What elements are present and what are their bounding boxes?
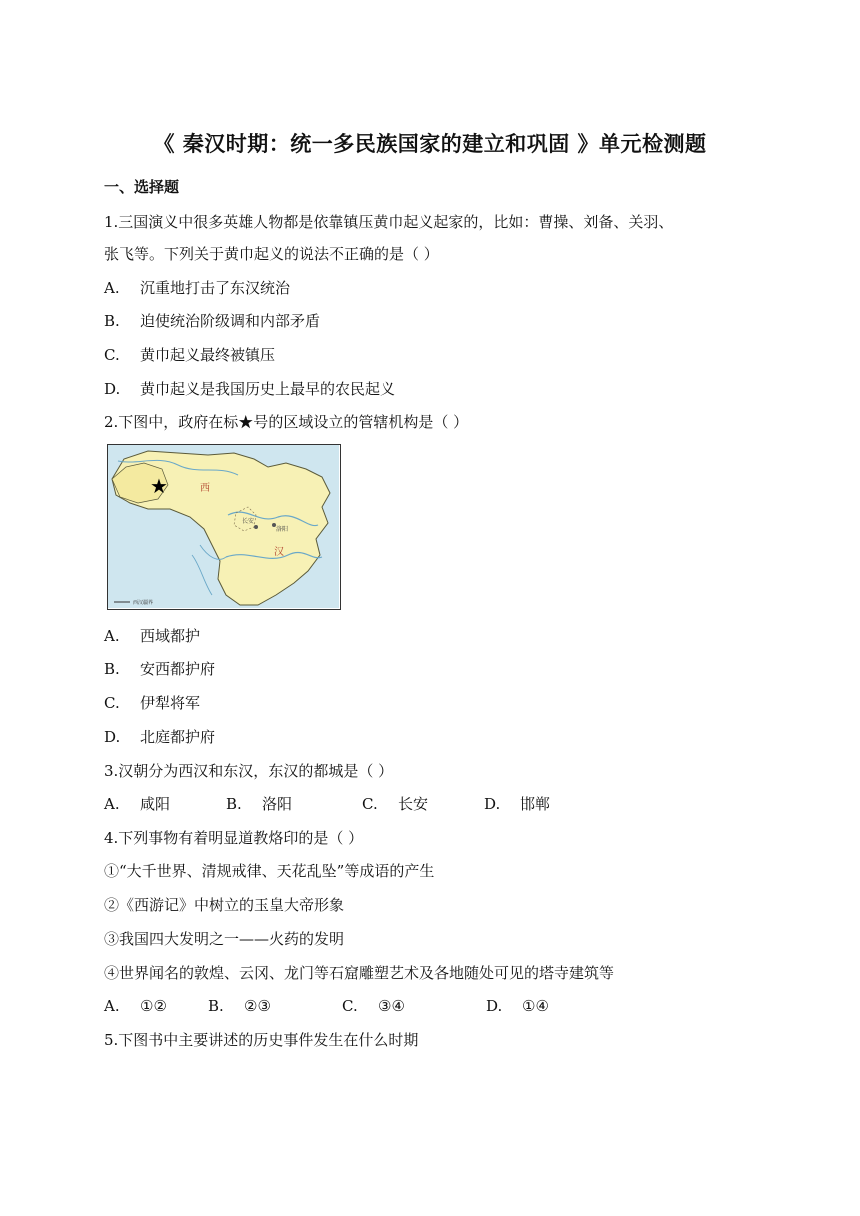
question-4-options bbox=[104, 996, 549, 1016]
question-4-stem: 4.下列事物有着明显道教烙印的是（ ） bbox=[104, 829, 364, 847]
question-3-option-a: A. 咸阳 bbox=[104, 795, 171, 813]
map-city-luoyang: 洛阳 bbox=[276, 526, 289, 533]
question-4-item-3: ③我国四大发明之一——火药的发明 bbox=[104, 930, 345, 948]
question-3-stem: 3.汉朝分为西汉和东汉，东汉的都城是（ ） bbox=[104, 762, 394, 780]
document-title: 《 秦汉时期：统一多民族国家的建立和巩固 》单元检测题 bbox=[153, 132, 707, 156]
question-1-stem-line-2: 张飞等。下列关于黄巾起义的说法不正确的是（ ） bbox=[104, 245, 439, 263]
question-4-item-1: ①“大千世界、清规戒律、天花乱坠”等成语的产生 bbox=[104, 862, 435, 880]
question-2-option-d: D. 北庭都护府 bbox=[104, 728, 216, 746]
question-3-option-b: B. 洛阳 bbox=[226, 795, 293, 813]
question-2-option-a: A. 西域都护 bbox=[104, 627, 201, 645]
question-4-option-a: A. ①② bbox=[104, 997, 167, 1015]
map-city-changan: 长安 bbox=[242, 518, 255, 525]
question-4-option-c: C. ③④ bbox=[342, 997, 405, 1015]
han-dynasty-map bbox=[107, 444, 341, 610]
question-4-option-b: B. ②③ bbox=[208, 997, 271, 1015]
question-2-stem: 2.下图中，政府在标★号的区域设立的管辖机构是（ ） bbox=[104, 413, 469, 431]
question-2-option-c: C. 伊犁将军 bbox=[104, 694, 201, 712]
map-legend: 西汉疆界 bbox=[133, 600, 154, 606]
star-marker-icon: ★ bbox=[150, 474, 168, 498]
question-3-options bbox=[104, 794, 550, 814]
question-1-option-b: B. 迫使统治阶级调和内部矛盾 bbox=[104, 312, 321, 330]
question-1-stem-line-1: 1.三国演义中很多英雄人物都是依靠镇压黄巾起义起家的，比如：曹操、刘备、关羽、 bbox=[104, 213, 674, 231]
section-heading: 一、选择题 bbox=[104, 178, 180, 196]
question-3-option-d: D. 邯郸 bbox=[484, 795, 551, 813]
question-4-item-2: ②《西游记》中树立的玉皇大帝形象 bbox=[104, 896, 345, 914]
question-2-option-b: B. 安西都护府 bbox=[104, 660, 216, 678]
question-4-option-d: D. ①④ bbox=[486, 997, 549, 1015]
question-1-option-c: C. 黄巾起义最终被镇压 bbox=[104, 346, 276, 364]
question-1-option-a: A. 沉重地打击了东汉统治 bbox=[104, 279, 291, 297]
question-4-item-4: ④世界闻名的敦煌、云冈、龙门等石窟雕塑艺术及各地随处可见的塔寺建筑等 bbox=[104, 964, 615, 982]
question-3-option-c: C. 长安 bbox=[362, 795, 429, 813]
question-5-stem: 5.下图书中主要讲述的历史事件发生在什么时期 bbox=[104, 1031, 419, 1049]
question-1-option-d: D. 黄巾起义是我国历史上最早的农民起义 bbox=[104, 380, 396, 398]
map-label-han: 汉 bbox=[274, 547, 284, 558]
map-label-west: 西 bbox=[200, 483, 210, 494]
